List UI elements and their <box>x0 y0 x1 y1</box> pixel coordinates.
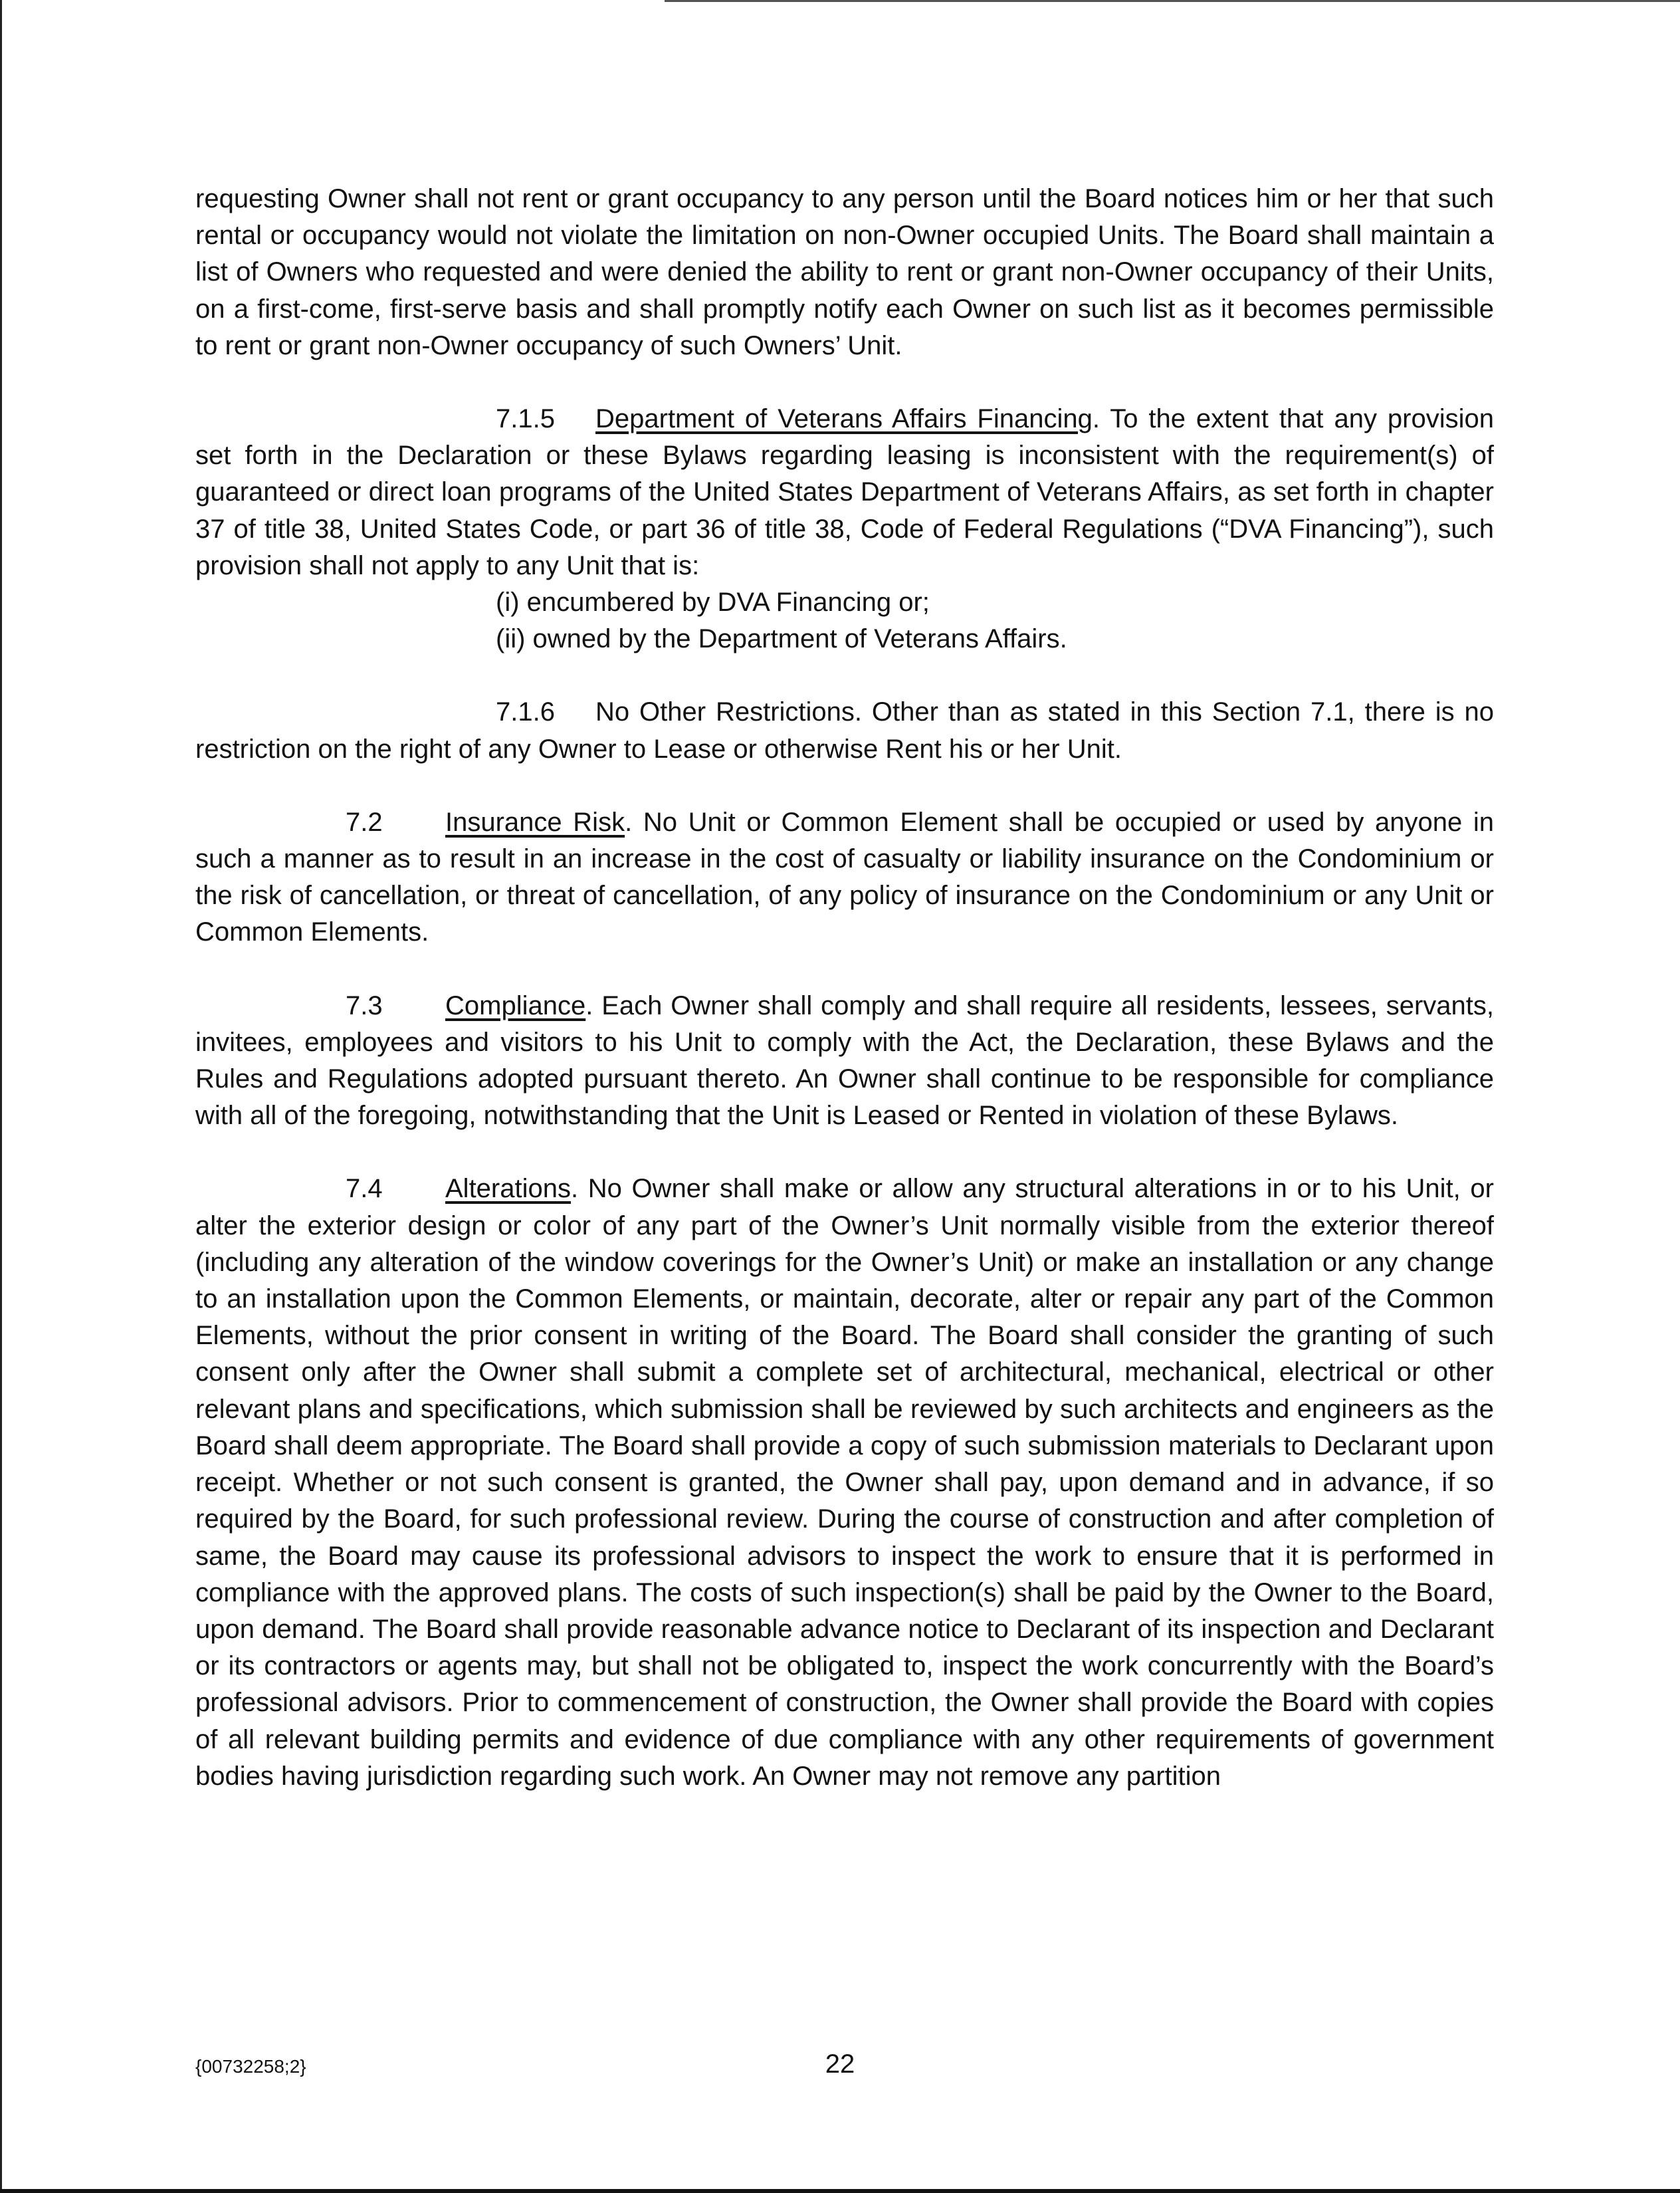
section-7-4 <box>195 1171 1494 1794</box>
document-reference: {00732258;2} <box>195 2056 306 2077</box>
section-heading: Insurance Risk <box>445 807 625 837</box>
section-number: 7.1.5 <box>496 404 555 434</box>
section-text: . Each Owner shall comply and shall require all residents, lessees, servants, invitees, employees and visitors to his Unit to comply with the Act, the Declaration, these Bylaws and the Rules and Regulations adopted pursuant thereto. An Owner shall continue to be responsible for compliance with all of the foregoing, notwithstanding that the Unit is Leased or Rented in violation of these Bylaws. <box>195 990 1494 1131</box>
section-number: 7.1.6 <box>496 697 555 727</box>
section-heading: Compliance <box>445 990 586 1020</box>
section-number: 7.2 <box>346 807 383 837</box>
section-heading: Alterations <box>445 1174 571 1204</box>
list-item-i: (i) encumbered by DVA Financing or; <box>496 588 930 618</box>
page-number: 22 <box>825 2049 855 2079</box>
section-text: . No Unit or Common Element shall be occupied or used by anyone in such a manner as to result in an increase in the cost of casualty or liability insurance on the Condominium or the risk of cancellation, or threat of cancellation, of any policy of insurance on the Condominium or any Unit or Common Elements. <box>195 807 1494 947</box>
section-heading: Department of Veterans Affairs Financing <box>595 404 1093 434</box>
section-7-3 <box>195 988 1494 1135</box>
section-7-2 <box>195 804 1494 951</box>
section-7-1-5 <box>195 401 1494 584</box>
section-number: 7.3 <box>346 990 383 1020</box>
scan-border-left <box>0 0 2 2193</box>
document-page <box>195 181 1494 1795</box>
section-text: No Other Restrictions. Other than as stated in this Section 7.1, there is no restriction on the right of any Owner to Lease or otherwise Rent his or her Unit. <box>195 697 1494 764</box>
paragraph-continuation: requesting Owner shall not rent or grant occupancy to any person until the Board notices him or her that such rental or occupancy would not violate the limitation on non-Owner occupied Units. The Board shall maintain a list of Owners who requested and were denied the ability to rent or grant non-Owner occupancy of their Units, on a first-come, first-serve basis and shall promptly notify each Owner on such list as it becomes permissible to rent or grant non-Owner occupancy of such Owners’ Unit. <box>195 184 1494 360</box>
section-number: 7.4 <box>346 1174 383 1204</box>
scan-border-top <box>665 0 1680 2</box>
list-item-ii: (ii) owned by the Department of Veterans Affairs. <box>496 624 1067 654</box>
section-text: . No Owner shall make or allow any structural alterations in or to his Unit, or alter the exterior design or color of any part of the Owner’s Unit normally visible from the exterior thereof (including any alteration of the window coverings for the Owner’s Unit) or make an installation or any change to an installation upon the Common Elements, or maintain, decorate, alter or repair any part of the Common Elements, without the prior consent in writing of the Board. The Board shall consider the granting of such consent only after the Owner shall submit a complete set of architectural, mechanical, electrical or other relevant plans and specifications, which submission shall be reviewed by such architects and engineers as the Board shall deem appropriate. The Board shall provide a copy of such submission materials to Declarant upon receipt. Whether or not such consent is granted, the Owner shall pay, upon demand and in advance, if so required by the Board, for such professional review. During the course of construction and after completion of same, the Board may cause its professional advisors to inspect the work to ensure that it is performed in compliance with the approved plans. The costs of such inspection(s) shall be paid by the Owner to the Board, upon demand. The Board shall provide reasonable advance notice to Declarant of its inspection and Declarant or its contractors or agents may, but shall not be obligated to, inspect the work concurrently with the Board’s professional advisors. Prior to commencement of construction, the Owner shall provide the Board with copies of all relevant building permits and evidence of due compliance with any other requirements of government bodies having jurisdiction regarding such work. An Owner may not remove any partition <box>195 1174 1494 1791</box>
scan-border-bottom <box>0 2189 1680 2193</box>
section-7-1-6 <box>195 694 1494 767</box>
section-text: . To the extent that any provision set forth in the Declaration or these Bylaws regarding leasing is inconsistent with the requirement(s) of guaranteed or direct loan programs of the United States Department of Veterans Affairs, as set forth in chapter 37 of title 38, United States Code, or part 36 of title 38, Code of Federal Regulations (“DVA Financing”), such provision shall not apply to any Unit that is: <box>195 404 1494 580</box>
